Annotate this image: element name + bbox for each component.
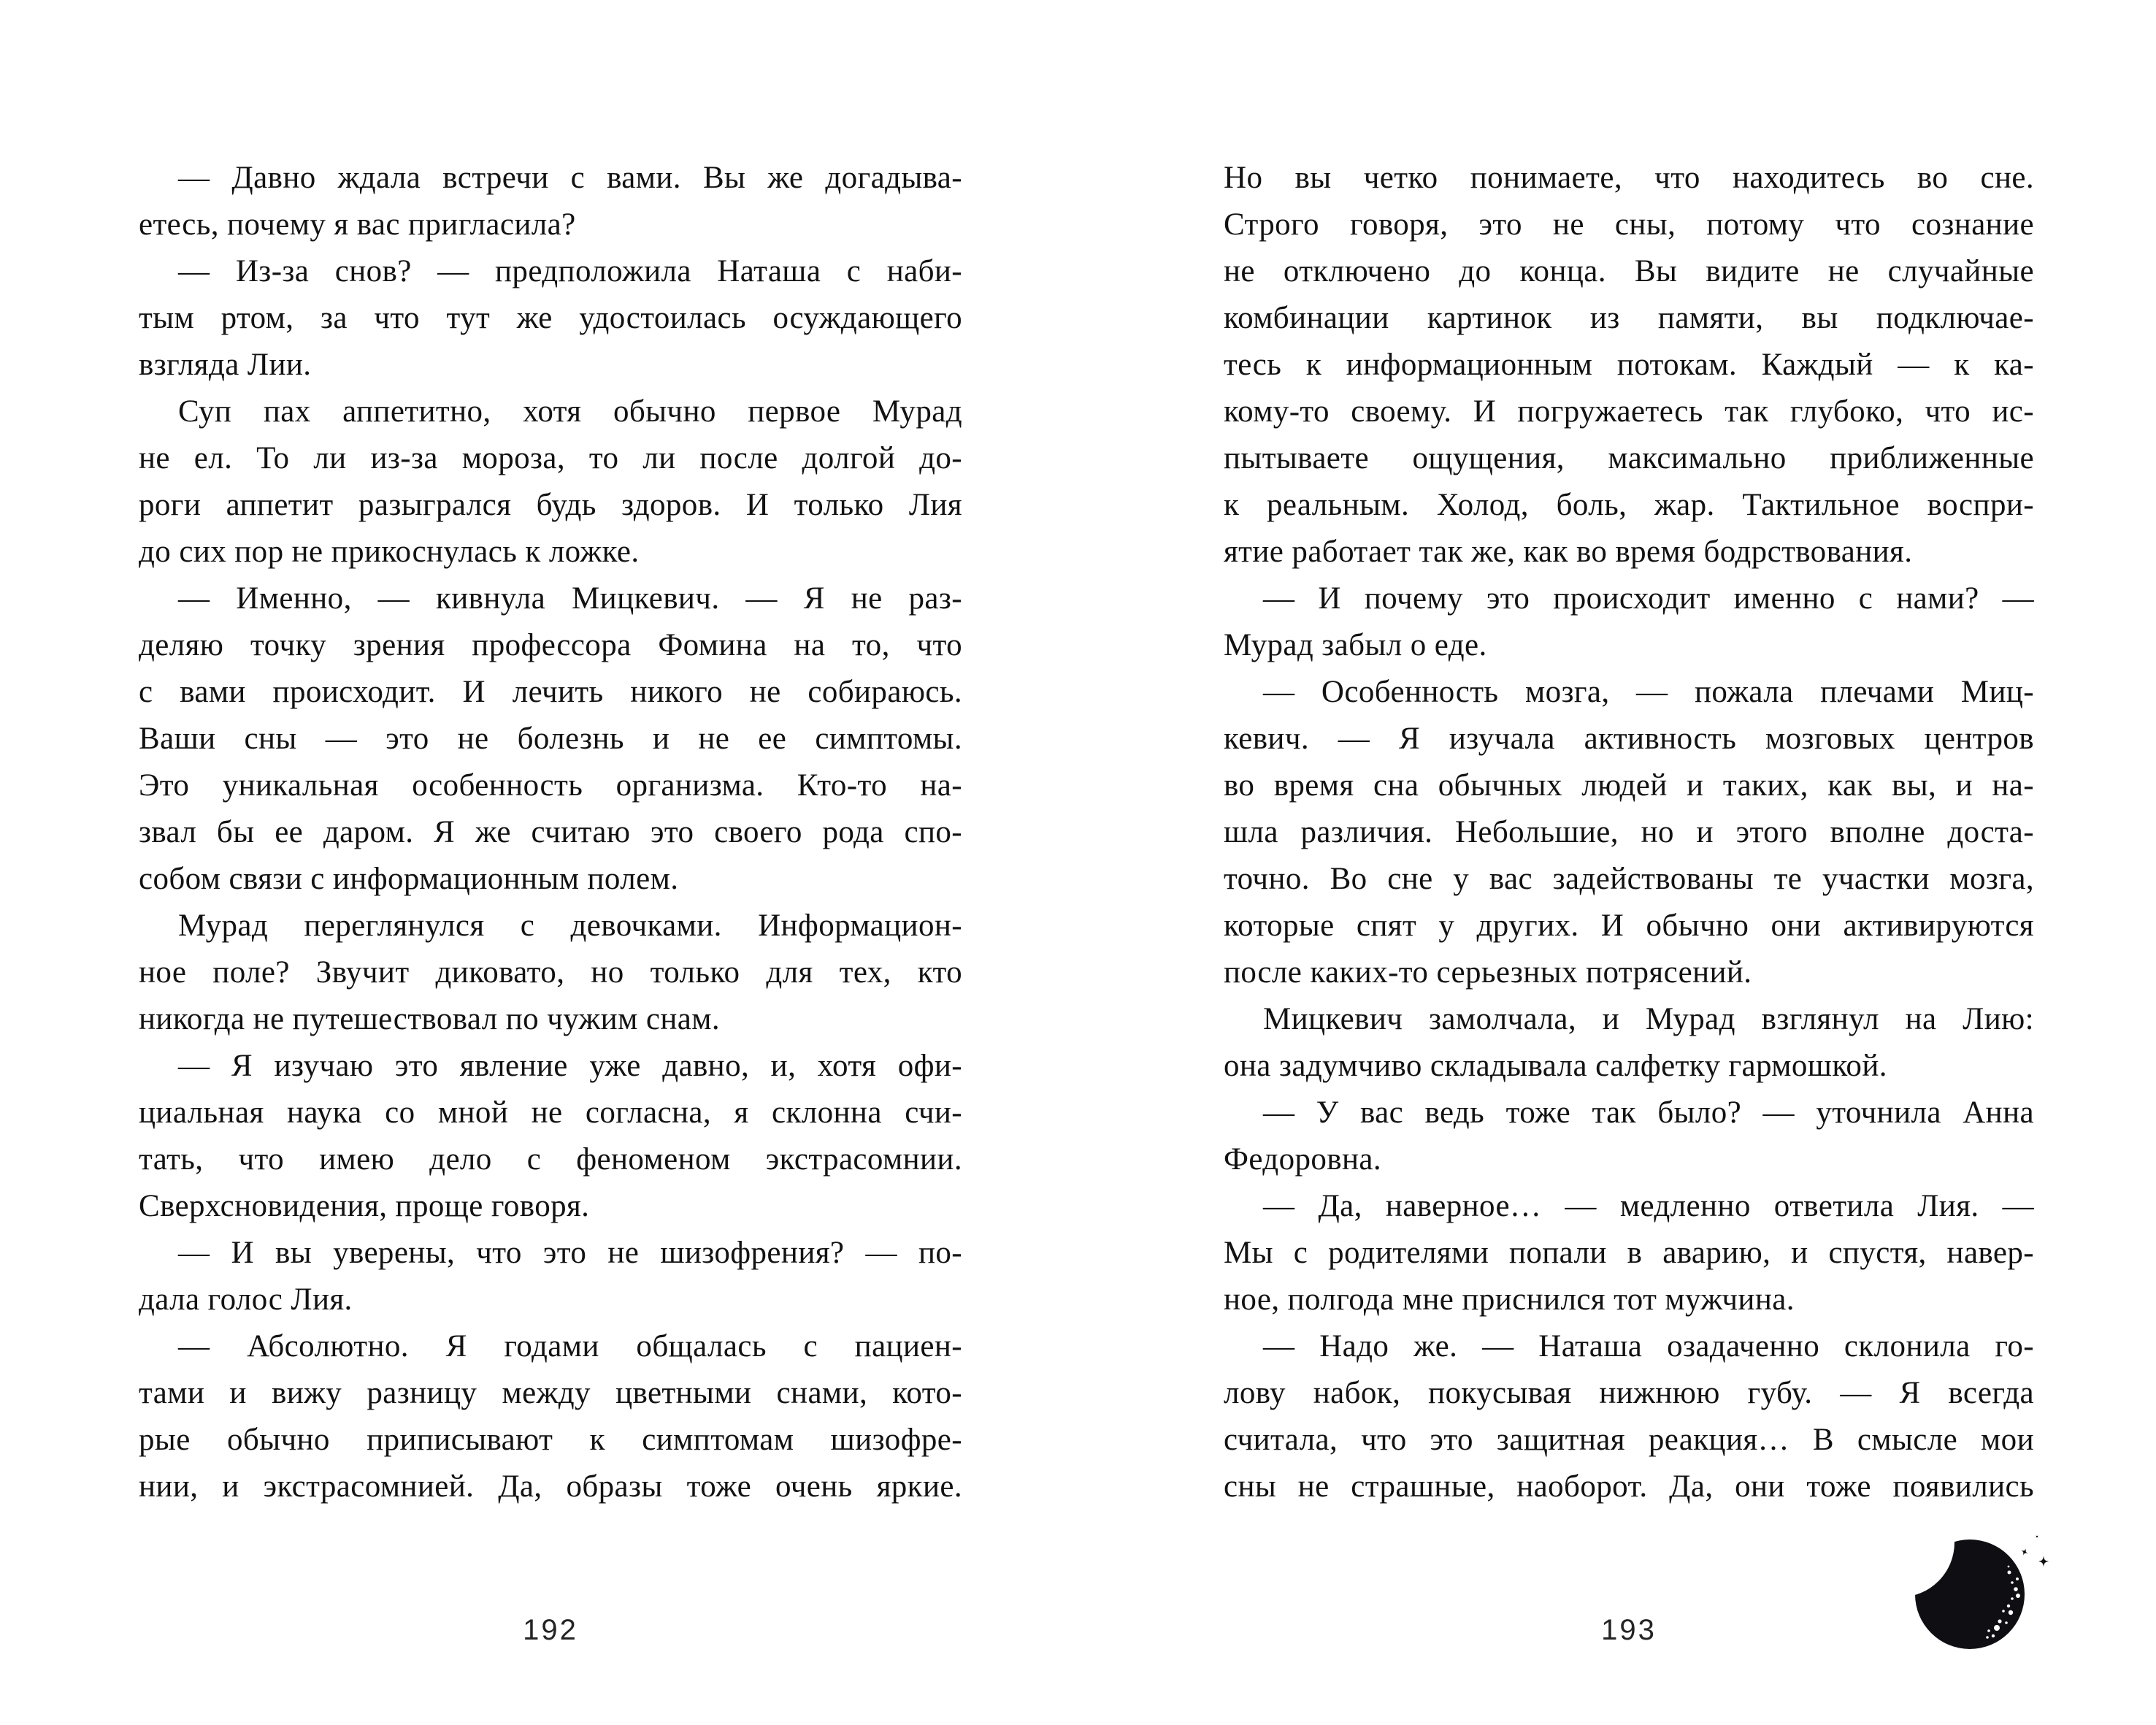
sparkle-star-tiny (2034, 1534, 2039, 1539)
text-line: собом связи с информационным полем. (139, 862, 679, 896)
text-line: Мурад забыл о еде. (1224, 628, 1487, 662)
text-line: — Да, наверное… — медленно ответила Лия. — (1263, 1189, 2034, 1223)
text-line: она задумчиво складывала салфетку гармошкой. (1224, 1049, 1887, 1083)
text-line: етесь, почему я вас пригласила? (139, 207, 576, 242)
text-line: тать, что имею дело с феноменом экстрасомнии. (139, 1142, 962, 1177)
page-right (1078, 0, 2156, 1725)
text-line: рые обычно приписывают к симптомам шизофре- (139, 1423, 962, 1457)
text-line: Ваши сны — это не болезнь и не ее симптомы. (139, 722, 962, 756)
text-line: — Из-за снов? — предположила Наташа с наби- (178, 254, 962, 288)
text-line: Но вы четко понимаете, что находитесь во сне. (1224, 161, 2034, 195)
text-line: Мурад переглянулся с девочками. Информацион- (178, 909, 962, 943)
text-line: тым ртом, за что тут же удостоилась осуждающего (139, 301, 962, 335)
text-line: взгляда Лии. (139, 348, 312, 382)
text-line: Мицкевич замолчала, и Мурад взглянул на Лию: (1263, 1002, 2034, 1036)
text-line: шла различия. Небольшие, но и этого вполне доста- (1224, 815, 2034, 849)
text-line: кому-то своему. И погружаетесь так глубоко, что ис- (1224, 394, 2034, 429)
text-line: — Надо же. — Наташа озадаченно склонила го- (1263, 1329, 2034, 1363)
text-line: — У вас ведь тоже так было? — уточнила Анна (1263, 1095, 2034, 1130)
text-line: сны не страшные, наоборот. Да, они тоже появились (1224, 1469, 2034, 1504)
text-line: кевич. — Я изучала активность мозговых центров (1224, 722, 2034, 756)
text-line: до сих пор не прикоснулась к ложке. (139, 535, 640, 569)
text-line: к реальным. Холод, боль, жар. Тактильное воспри- (1224, 488, 2034, 522)
text-line: во время сна обычных людей и таких, как вы, и на- (1224, 768, 2034, 803)
text-line: не ел. То ли из-за мороза, то ли после долгой до- (139, 441, 962, 475)
text-line: которые спят у других. И обычно они активируются (1224, 909, 2034, 943)
text-line: роги аппетит разыгрался будь здоров. И только Лия (139, 488, 962, 522)
text-line: ное поле? Звучит диковато, но только для тех, кто (139, 955, 962, 990)
text-line: ятие работает так же, как во время бодрствования. (1224, 535, 1913, 569)
text-line: Мы с родителями попали в аварию, и спустя, навер- (1224, 1236, 2034, 1270)
text-line: никогда не путешествовал по чужим снам. (139, 1002, 720, 1036)
text-line: — Я изучаю это явление уже давно, и, хотя офи- (178, 1049, 962, 1083)
page-text-right (1224, 155, 2034, 1510)
sparkle-star-large (2038, 1556, 2049, 1567)
text-line: не отключено до конца. Вы видите не случайные (1224, 254, 2034, 288)
text-line: деляю точку зрения профессора Фомина на то, что (139, 628, 962, 662)
text-line: ное, полгода мне приснился тот мужчина. (1224, 1282, 1795, 1317)
page-number-right: 193 (1601, 1614, 1657, 1646)
text-line: считала, что это защитная реакция… В смысле мои (1224, 1423, 2034, 1457)
text-line: Сверхсновидения, проще говоря. (139, 1189, 590, 1223)
text-line: Суп пах аппетитно, хотя обычно первое Мурад (178, 394, 962, 429)
text-line: дала голос Лия. (139, 1282, 353, 1317)
text-line: — И почему это происходит именно с нами? — (1263, 581, 2034, 616)
text-line: Федоровна. (1224, 1142, 1382, 1177)
text-line: комбинации картинок из памяти, вы подключае- (1224, 301, 2034, 335)
text-line: Это уникальная особенность организма. Кто-то на- (139, 768, 962, 803)
text-line: циальная наука со мной не согласна, я склонна счи- (139, 1095, 962, 1130)
text-line: — Особенность мозга, — пожала плечами Миц- (1263, 675, 2034, 709)
page-number-left: 192 (523, 1614, 578, 1646)
sparkle-star-medium (2019, 1547, 2029, 1556)
text-line: — Давно ждала встречи с вами. Вы же догадыва- (178, 161, 962, 195)
text-line: точно. Во сне у вас задействованы те участки мозга, (1224, 862, 2034, 896)
text-line: звал бы ее даром. Я же считаю это своего рода спо- (139, 815, 962, 849)
text-line: пытываете ощущения, максимально приближенные (1224, 441, 2034, 475)
text-line: нии, и экстрасомнией. Да, образы тоже очень яркие. (139, 1469, 962, 1504)
text-line: после каких-то серьезных потрясений. (1224, 955, 1752, 990)
text-line: лову набок, покусывая нижнюю губу. — Я всегда (1224, 1376, 2034, 1410)
text-line: — И вы уверены, что это не шизофрения? — по- (178, 1236, 962, 1270)
page-text-left (139, 155, 962, 1510)
text-line: — Именно, — кивнула Мицкевич. — Я не раз- (178, 581, 962, 616)
text-line: с вами происходит. И лечить никого не собираюсь. (139, 675, 962, 709)
text-line: Строго говоря, это не сны, потому что сознание (1224, 207, 2034, 242)
text-line: — Абсолютно. Я годами общалась с пациен- (178, 1329, 962, 1363)
text-line: тами и вижу разницу между цветными снами, кото- (139, 1376, 962, 1410)
text-line: тесь к информационным потокам. Каждый — к ка- (1224, 348, 2034, 382)
